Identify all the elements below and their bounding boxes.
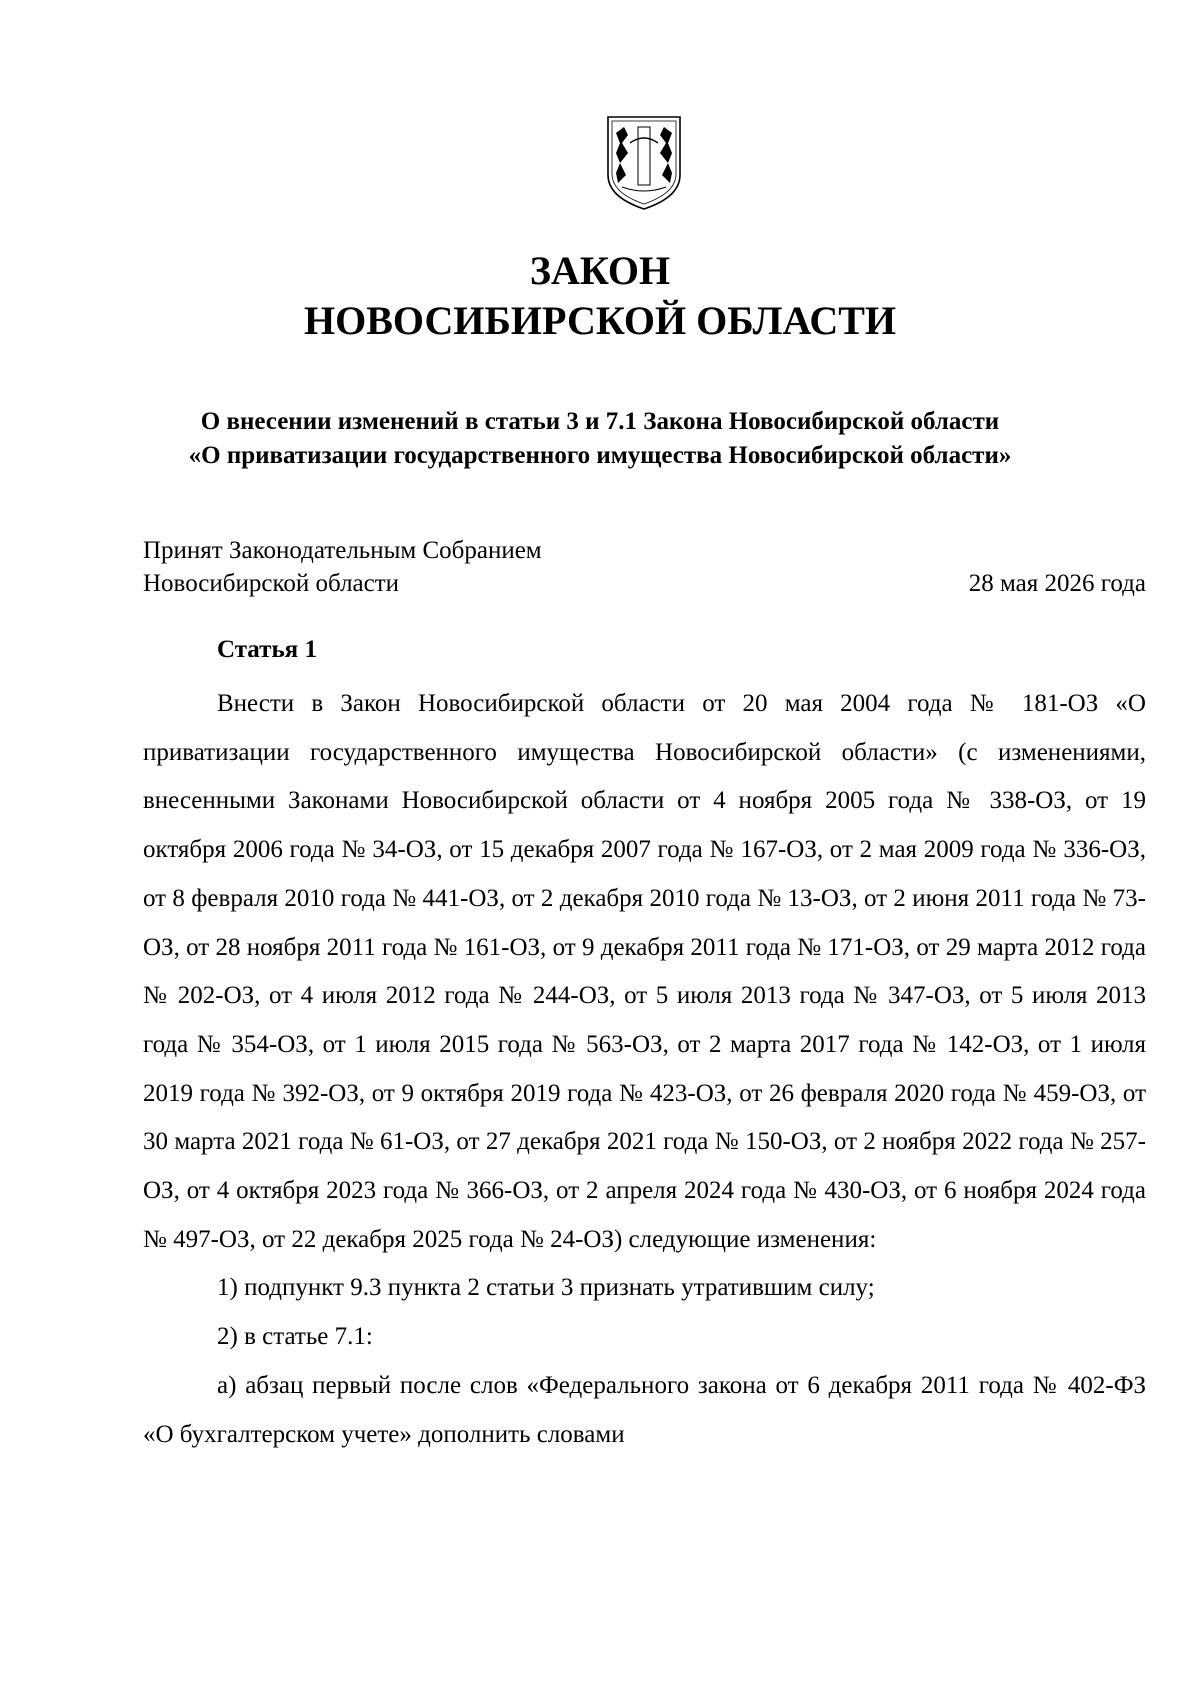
document-subtitle-line-1: О внесении изменений в статьи 3 и 7.1 Закона Новосибирской области	[200, 408, 1000, 435]
article-item-3: а) абзац первый после слов «Федерального закона от 6 декабря 2011 года № 402-ФЗ «О бухгалтерском учете» дополнить словами	[143, 1371, 1146, 1448]
article-body	[143, 680, 1146, 1459]
document-title-line-1: ЗАКОН	[529, 248, 671, 293]
document-title-line-2: НОВОСИБИРСКОЙ ОБЛАСТИ	[303, 298, 897, 343]
article-item-2: 2) в статье 7.1:	[217, 1323, 373, 1351]
document-subtitle-line-2: «О приватизации государственного имущества Новосибирской области»	[188, 442, 1012, 469]
article-item-1: 1) подпункт 9.3 пункта 2 статьи 3 признать утратившим силу;	[217, 1274, 875, 1302]
adoption-date: 28 мая 2026 года	[968, 570, 1146, 597]
adopted-by-line-2: Новосибирской области	[143, 570, 400, 597]
article-paragraph: Внести в Закон Новосибирской области от 20 мая 2004 года № 181-ОЗ «О приватизации государственного имущества Новосибирской области» (с изменениями, внесенными Законами Новосибирской области от 4 ноября 2005 года № 338-ОЗ, от 19 октября 2006 года № 34-ОЗ, от 15 декабря 2007 года № 167-ОЗ, от 2 мая 2009 года № 336-ОЗ, от 8 февраля 2010 года № 441-ОЗ, от 2 декабря 2010 года № 13-ОЗ, от 2 июня 2011 года № 73-ОЗ, от 28 ноября 2011 года № 161-ОЗ, от 9 декабря 2011 года № 171-ОЗ, от 29 марта 2012 года № 202-ОЗ, от 4 июля 2012 года № 244-ОЗ, от 5 июля 2013 года № 347-ОЗ, от 5 июля 2013 года № 354-ОЗ, от 1 июля 2015 года № 563-ОЗ, от 2 марта 2017 года № 142-ОЗ, от 1 июля 2019 года № 392-ОЗ, от 9 октября 2019 года № 423-ОЗ, от 26 февраля 2020 года № 459-ОЗ, от 30 марта 2021 года № 61-ОЗ, от 27 декабря 2021 года № 150-ОЗ, от 2 ноября 2022 года № 257-ОЗ, от 4 октября 2023 года № 366-ОЗ, от 2 апреля 2024 года № 430-ОЗ, от 6 ноября 2024 года № 497-ОЗ, от 22 декабря 2025 года № 24-ОЗ) следующие изменения:	[143, 690, 1146, 1253]
novosibirsk-coat-of-arms-icon	[604, 113, 684, 213]
adopted-by-line-1: Принят Законодательным Собранием	[143, 537, 542, 564]
article-heading: Статья 1	[217, 636, 317, 663]
